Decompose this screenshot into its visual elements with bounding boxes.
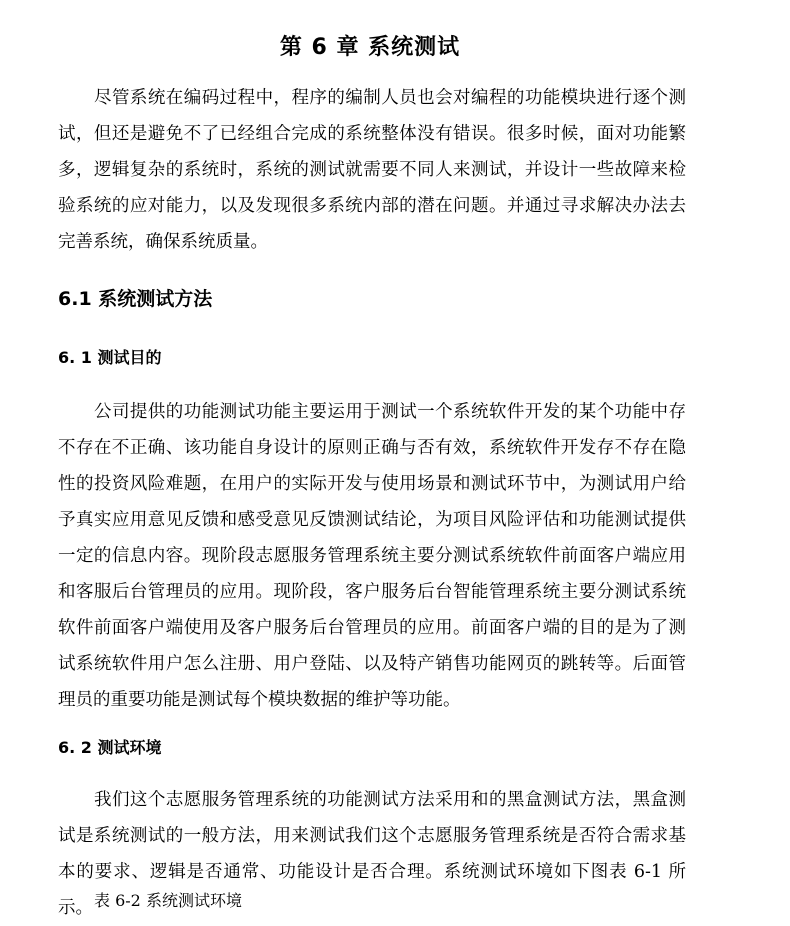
subsection-heading-test-environment: 6. 2 测试环境 xyxy=(58,738,162,757)
test-purpose-paragraph: 公司提供的功能测试功能主要运用于测试一个系统软件开发的某个功能中存不存在不正确、该功能自身设计的原则正确与否有效，系统软件开发存不存在隐性的投资风险难题，在用户的实际开发与使用场景和测试环节中，为测试用户给予真实应用意见反馈和感受意见反馈测试结论，为项目风险评估和功能测试提供一定的信息内容。现阶段志愿服务管理系统主要分测试系统软件前面客户端应用和客服后台管理员的应用。现阶段，客户服务后台智能管理系统主要分测试系统软件前面客户端使用及客户服务后台管理员的应用。前面客户端的目的是为了测试系统软件用户怎么注册、用户登陆、以及特产销售功能网页的跳转等。后面管理员的重要功能是测试每个模块数据的维护等功能。 xyxy=(58,402,686,710)
intro-paragraph: 尽管系统在编码过程中，程序的编制人员也会对编程的功能模块进行逐个测试，但还是避免不了已经组合完成的系统整体没有错误。很多时候，面对功能繁多，逻辑复杂的系统时，系统的测试就需要不同人来测试，并设计一些故障来检验系统的应对能力，以及发现很多系统内部的潜在问题。并通过寻求解决办法去完善系统，确保系统质量。 xyxy=(58,88,686,252)
table-caption: 表 6-2 系统测试环境 xyxy=(94,891,242,910)
chapter-title: 第 6 章 系统测试 xyxy=(279,34,461,60)
section-heading-6-1: 6.1 系统测试方法 xyxy=(58,288,213,310)
test-environment-paragraph: 我们这个志愿服务管理系统的功能测试方法采用和的黑盒测试方法，黑盒测试是系统测试的一般方法，用来测试我们这个志愿服务管理系统是否符合需求基本的要求、逻辑是否通常、功能设计是否合理。系统测试环境如下图表 6-1 所示。 xyxy=(58,790,686,918)
subsection-heading-test-purpose: 6. 1 测试目的 xyxy=(58,348,162,367)
